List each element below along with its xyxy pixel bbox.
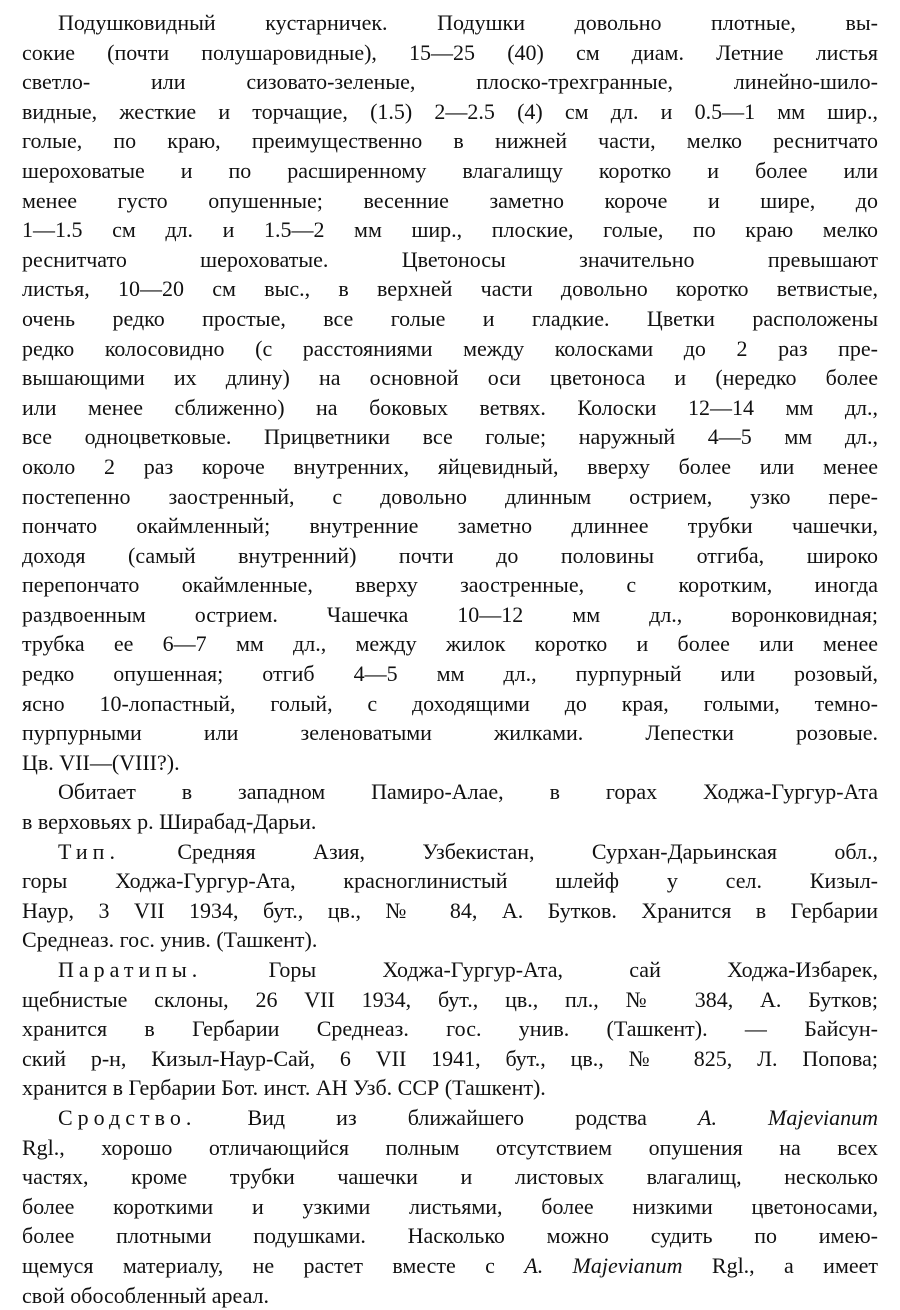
paragraph xyxy=(22,955,878,1103)
text-line xyxy=(22,38,878,68)
text-line xyxy=(22,866,878,896)
text-segment: светло- или сизовато-зеленые, плоско-трехгранные, линейно-шило- xyxy=(22,69,878,95)
text-segment: трубка ее 6—7 мм дл., между жилок коротко и более или менее xyxy=(22,631,878,657)
text-line xyxy=(22,955,878,985)
text-segment: менее густо опушенные; весенние заметно короче и шире, до xyxy=(22,187,878,213)
text-segment: Горы Ходжа-Гургур-Ата, сай Ходжа-Избарек, xyxy=(202,957,878,982)
text-line xyxy=(22,482,878,512)
species-name: A. Majevianum xyxy=(698,1104,878,1130)
text-segment: частях, кроме трубки чашечки и листовых влагалищ, несколько xyxy=(22,1164,878,1190)
text-line xyxy=(22,837,878,867)
text-line xyxy=(22,1162,878,1192)
text-segment: голые, по краю, преимущественно в нижней части, мелко реснитчато xyxy=(22,128,878,154)
text-line xyxy=(22,1073,878,1103)
text-segment: более плотными подушками. Насколько можно судить по имею- xyxy=(22,1223,878,1249)
text-line xyxy=(22,1133,878,1163)
text-line xyxy=(22,600,878,630)
text-line xyxy=(22,245,878,275)
text-line xyxy=(22,1281,878,1310)
text-segment: Вид из ближайшего родства xyxy=(196,1104,698,1130)
text-segment: пурпурными или зеленоватыми жилками. Лепестки розовые. xyxy=(22,720,878,746)
text-segment: горы Ходжа-Гургур-Ата, красноглинистый шлейф у сел. Кизыл- xyxy=(22,868,878,894)
text-segment: Цв. VII—(VIII?). xyxy=(22,749,180,775)
text-segment: в верховьях р. Ширабад-Дарьи. xyxy=(22,809,317,835)
text-segment: около 2 раз короче внутренних, яйцевидный, вверху более или менее xyxy=(22,453,878,479)
text-line xyxy=(22,659,878,689)
text-line xyxy=(22,67,878,97)
text-segment: Обитает в западном Памиро-Алае, в горах Ходжа-Гургур-Ата xyxy=(58,779,878,805)
paragraph xyxy=(22,837,878,955)
text-line xyxy=(22,718,878,748)
text-line xyxy=(22,748,878,778)
text-line xyxy=(22,570,878,600)
text-segment: доходя (самый внутренний) почти до половины отгиба, широко xyxy=(22,542,878,568)
text-segment: постепенно заостренный, с довольно длинным острием, узко пере- xyxy=(22,483,878,509)
text-segment: ясно 10-лопастный, голый, с доходящими до края, голыми, темно- xyxy=(22,690,878,716)
text-line xyxy=(22,304,878,334)
text-line xyxy=(22,629,878,659)
text-segment: свой обособленный ареал. xyxy=(22,1282,270,1308)
text-line xyxy=(22,807,878,837)
text-line xyxy=(22,777,878,807)
paragraph xyxy=(22,1103,878,1310)
text-line xyxy=(22,97,878,127)
text-segment: листья, 10—20 см выс., в верхней части довольно коротко ветвистые, xyxy=(22,276,878,302)
text-line xyxy=(22,452,878,482)
text-segment: редко колосовидно (с расстояниями между колосками до 2 раз пре- xyxy=(22,335,878,361)
text-segment: вышающими их длину) на основной оси цветоноса и (нередко более xyxy=(22,365,878,391)
text-line xyxy=(22,985,878,1015)
text-line xyxy=(22,1221,878,1251)
document-page xyxy=(22,8,878,1310)
text-line xyxy=(22,422,878,452)
text-segment: Rgl., а имеет xyxy=(682,1252,878,1278)
text-segment: перепончато окаймленные, вверху заостренные, с коротким, иногда xyxy=(22,572,878,598)
paragraph xyxy=(22,8,878,777)
species-name: A. Majevianum xyxy=(524,1252,683,1278)
text-segment: хранится в Гербарии Среднеаз. гос. унив. (Ташкент). — Байсун- xyxy=(22,1016,878,1042)
text-line xyxy=(22,1044,878,1074)
section-heading: Сродство. xyxy=(58,1104,197,1130)
text-segment: все одноцветковые. Прицветники все голые; наружный 4—5 мм дл., xyxy=(22,424,878,450)
text-line xyxy=(22,186,878,216)
text-line xyxy=(22,541,878,571)
text-segment: Rgl., хорошо отличающийся полным отсутствием опушения на всех xyxy=(22,1134,878,1160)
paragraph xyxy=(22,777,878,836)
text-segment: редко опушенная; отгиб 4—5 мм дл., пурпурный или розовый, xyxy=(22,661,878,687)
text-line xyxy=(22,1251,878,1281)
section-heading: Паратипы. xyxy=(58,957,203,982)
section-heading: Тип. xyxy=(58,838,120,864)
text-segment: более короткими и узкими листьями, более низкими цветоносами, xyxy=(22,1193,878,1219)
text-segment: очень редко простые, все голые и гладкие. Цветки расположены xyxy=(22,305,878,331)
text-segment: шероховатые и по расширенному влагалищу коротко и более или xyxy=(22,157,878,183)
text-line xyxy=(22,274,878,304)
text-line xyxy=(22,925,878,955)
text-line xyxy=(22,896,878,926)
text-segment: раздвоенным острием. Чашечка 10—12 мм дл., воронковидная; xyxy=(22,601,878,627)
text-segment: или менее сближенно) на боковых ветвях. Колоски 12—14 мм дл., xyxy=(22,394,878,420)
text-segment: пончато окаймленный; внутренние заметно длиннее трубки чашечки, xyxy=(22,513,878,539)
text-segment: Средняя Азия, Узбекистан, Сурхан-Дарьинская обл., xyxy=(119,838,878,864)
text-segment: реснитчато шероховатые. Цветоносы значительно превышают xyxy=(22,246,878,272)
text-segment: сокие (почти полушаровидные), 15—25 (40) см диам. Летние листья xyxy=(22,39,878,65)
text-line xyxy=(22,126,878,156)
text-line xyxy=(22,689,878,719)
text-segment: 1—1.5 см дл. и 1.5—2 мм шир., плоские, голые, по краю мелко xyxy=(22,217,878,243)
text-segment: видные, жесткие и торчащие, (1.5) 2—2.5 (4) см дл. и 0.5—1 мм шир., xyxy=(22,98,878,124)
text-segment: щемуся материалу, не растет вместе с xyxy=(22,1252,525,1278)
text-line xyxy=(22,8,878,38)
text-segment: Наур, 3 VII 1934, бут., цв., № 84, А. Бутков. Хранится в Гербарии xyxy=(22,897,878,923)
text-line xyxy=(22,334,878,364)
text-segment: Подушковидный кустарничек. Подушки довольно плотные, вы- xyxy=(58,10,878,35)
text-line xyxy=(22,1192,878,1222)
text-segment: щебнистые склоны, 26 VII 1934, бут., цв., пл., № 384, А. Бутков; xyxy=(22,986,878,1012)
text-line xyxy=(22,511,878,541)
text-line xyxy=(22,156,878,186)
text-line xyxy=(22,215,878,245)
text-line xyxy=(22,393,878,423)
text-line xyxy=(22,1014,878,1044)
text-segment: Среднеаз. гос. унив. (Ташкент). xyxy=(22,927,318,953)
text-line xyxy=(22,1103,878,1133)
text-segment: ский р-н, Кизыл-Наур-Сай, 6 VII 1941, бут., цв., № 825, Л. Попова; xyxy=(22,1045,878,1071)
text-segment: хранится в Гербарии Бот. инст. АН Узб. ССР (Ташкент). xyxy=(22,1075,546,1101)
text-line xyxy=(22,363,878,393)
